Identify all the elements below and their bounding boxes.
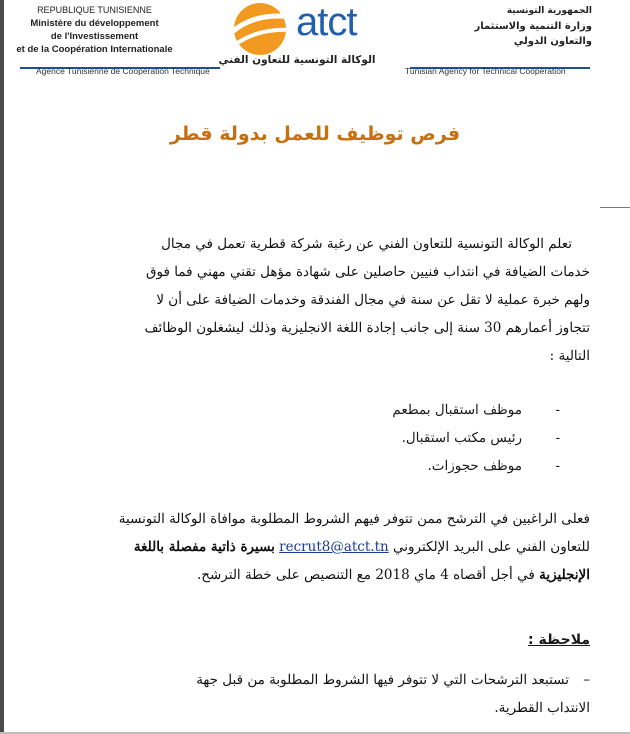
application-text: للتعاون الفني على البريد الإلكتروني — [393, 539, 590, 555]
application-text: في أجل أقصاه 4 ماي 2018 مع التنصيص على خطة الترشح. — [196, 567, 535, 583]
application-line — [100, 533, 590, 561]
application-line — [100, 561, 590, 589]
list-item — [340, 452, 560, 480]
republic-fr: REPUBLIQUE TUNISIENNE — [37, 5, 152, 15]
republic-ar: الجمهورية التونسية — [506, 6, 592, 16]
intro-line: التالية : — [549, 348, 590, 364]
logo-wordmark: atct — [296, 0, 357, 44]
note-line: الانتداب القطرية. — [494, 700, 590, 716]
ministry-fr-line2: de l'Investissement — [50, 31, 139, 42]
position-label: موظف حجوزات. — [427, 458, 522, 474]
ministry-ar-line1: وزارة التنمية والاستثمار — [474, 21, 592, 32]
application-paragraph — [100, 505, 590, 589]
note-dash: – — [583, 672, 590, 688]
intro-paragraph — [100, 230, 590, 370]
intro-line: تتجاوز أعمارهم 30 سنة إلى جانب إجادة اللغة الانجليزية وذلك ليشغلون الوظائف — [144, 320, 590, 336]
ministry-ar-line2: والتعاون الدولي — [513, 36, 592, 47]
list-dash: - — [555, 458, 560, 474]
atct-logo — [230, 2, 390, 60]
logo-arabic-name: الوكالة التونسية للتعاون الفني — [218, 54, 376, 66]
application-text-bold: الإنجليزية — [539, 567, 590, 583]
page-left-edge — [0, 0, 4, 734]
list-item — [340, 424, 560, 452]
application-line: فعلى الراغبين في الترشح ممن تتوفر فيهم الشروط المطلوبة موافاة الوكالة التونسية — [118, 511, 590, 527]
ministry-fr-line3: et de la Coopération Internationale — [16, 44, 173, 55]
page-title: فرص توظيف للعمل بدولة قطر — [169, 123, 461, 145]
intro-line: تعلم الوكالة التونسية للتعاون الفني عن رغبة شركة قطرية تعمل في مجال — [161, 236, 572, 252]
note-text: تستبعد الترشحات التي لا تتوفر فيها الشروط المطلوبة من قبل جهة — [196, 672, 569, 688]
intro-line: ولهم خبرة عملية لا تقل عن سنة في مجال الفندقة وخدمات الضيافة على أن لا — [156, 292, 590, 308]
email-link[interactable]: recrut8@atct.tn — [279, 539, 389, 555]
positions-list — [340, 396, 560, 480]
note-heading: ملاحظة : — [528, 632, 590, 648]
header-ministry-fr — [12, 4, 177, 56]
list-dash: - — [555, 430, 560, 446]
agency-name-en: Tunisian Agency for Technical Cooperation — [405, 66, 566, 76]
position-label: موظف استقبال بمطعم — [392, 402, 522, 418]
margin-mark — [600, 207, 630, 208]
header-ministry-ar — [472, 4, 592, 49]
application-text-bold: بسيرة ذاتية مفصلة باللغة — [133, 539, 275, 555]
position-label: رئيس مكتب استقبال. — [401, 430, 522, 446]
list-dash: - — [555, 402, 560, 418]
list-item — [340, 396, 560, 424]
note-line — [100, 666, 590, 694]
note-paragraph — [100, 666, 590, 722]
intro-line: خدمات الضيافة في انتداب فنيين حاصلين على شهادة مؤهل تقني مهني فما فوق — [146, 264, 590, 280]
ministry-fr-line1: Ministère du développement — [30, 18, 159, 29]
agency-name-fr: Agence Tunisienne de Coopération Technique — [36, 66, 210, 76]
